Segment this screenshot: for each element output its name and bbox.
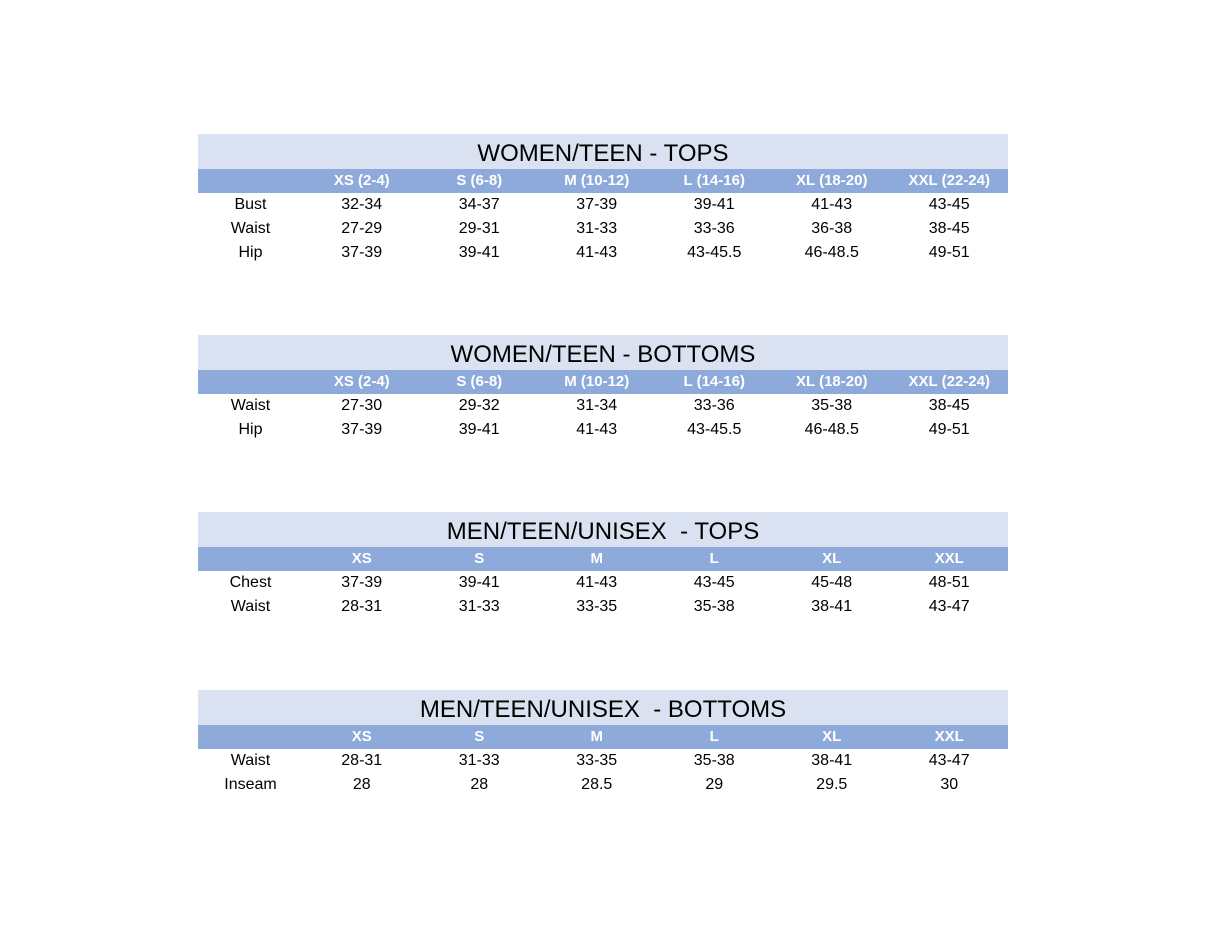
row-label: Chest bbox=[229, 574, 272, 591]
row-label: Inseam bbox=[224, 776, 277, 793]
header-spacer bbox=[198, 725, 303, 749]
header-spacer bbox=[198, 169, 303, 193]
measurement-cell: 31-33 bbox=[576, 220, 618, 237]
size-header: L bbox=[709, 728, 719, 745]
row-label: Waist bbox=[230, 220, 271, 237]
measurement-cell: 49-51 bbox=[928, 421, 970, 438]
measurement-cell: 32-34 bbox=[341, 196, 383, 213]
row-label: Waist bbox=[230, 752, 271, 769]
measurement-cell: 39-41 bbox=[458, 421, 500, 438]
header-spacer bbox=[198, 547, 303, 571]
measurement-cell: 46-48.5 bbox=[804, 244, 859, 261]
measurement-cell: 33-35 bbox=[576, 598, 618, 615]
measurement-cell: 43-45.5 bbox=[687, 421, 742, 438]
size-header: XS bbox=[351, 550, 372, 567]
measurement-cell: 38-45 bbox=[928, 397, 970, 414]
row-label: Bust bbox=[234, 196, 267, 213]
size-header: XS (2-4) bbox=[333, 172, 390, 189]
measurement-cell: 39-41 bbox=[693, 196, 735, 213]
size-header: XS bbox=[351, 728, 372, 745]
size-header: XS (2-4) bbox=[333, 373, 390, 390]
measurement-cell: 43-45 bbox=[693, 574, 735, 591]
size-header: S bbox=[474, 728, 485, 745]
row-label: Waist bbox=[230, 598, 271, 615]
table-row bbox=[198, 394, 1008, 418]
measurement-cell: 34-37 bbox=[458, 196, 500, 213]
size-header: M bbox=[590, 550, 603, 567]
measurement-cell: 28-31 bbox=[341, 598, 383, 615]
table-row bbox=[198, 193, 1008, 217]
size-header-row bbox=[198, 169, 1008, 193]
size-header: L bbox=[709, 550, 719, 567]
size-header: XL bbox=[822, 728, 842, 745]
measurement-cell: 46-48.5 bbox=[804, 421, 859, 438]
table-row bbox=[198, 571, 1008, 595]
measurement-cell: 33-35 bbox=[576, 752, 618, 769]
measurement-cell: 35-38 bbox=[693, 752, 735, 769]
measurement-cell: 41-43 bbox=[576, 421, 618, 438]
measurement-cell: 31-33 bbox=[458, 598, 500, 615]
row-label: Hip bbox=[238, 421, 263, 438]
measurement-cell: 43-45.5 bbox=[687, 244, 742, 261]
table-row bbox=[198, 749, 1008, 773]
measurement-cell: 38-45 bbox=[928, 220, 970, 237]
measurement-cell: 28 bbox=[352, 776, 371, 793]
measurement-cell: 28-31 bbox=[341, 752, 383, 769]
table-row bbox=[198, 418, 1008, 442]
measurement-cell: 31-34 bbox=[576, 397, 618, 414]
measurement-cell: 27-30 bbox=[341, 397, 383, 414]
measurement-cell: 28.5 bbox=[581, 776, 613, 793]
size-header: XXL bbox=[934, 550, 964, 567]
size-header: XXL bbox=[934, 728, 964, 745]
header-spacer bbox=[198, 370, 303, 394]
table-title: MEN/TEEN/UNISEX - TOPS bbox=[198, 512, 1008, 547]
table-title: WOMEN/TEEN - TOPS bbox=[198, 134, 1008, 169]
women-teen-bottoms-table bbox=[198, 335, 1008, 442]
table-row bbox=[198, 773, 1008, 797]
measurement-cell: 45-48 bbox=[811, 574, 853, 591]
row-label: Waist bbox=[230, 397, 271, 414]
measurement-cell: 29-32 bbox=[458, 397, 500, 414]
measurement-cell: 35-38 bbox=[811, 397, 853, 414]
measurement-cell: 49-51 bbox=[928, 244, 970, 261]
measurement-cell: 39-41 bbox=[458, 244, 500, 261]
measurement-cell: 37-39 bbox=[341, 244, 383, 261]
table-title: WOMEN/TEEN - BOTTOMS bbox=[198, 335, 1008, 370]
size-header: S bbox=[474, 550, 485, 567]
table-row bbox=[198, 241, 1008, 265]
size-header: XL bbox=[822, 550, 842, 567]
measurement-cell: 38-41 bbox=[811, 752, 853, 769]
table-title: MEN/TEEN/UNISEX - BOTTOMS bbox=[198, 690, 1008, 725]
measurement-cell: 43-47 bbox=[928, 752, 970, 769]
measurement-cell: 33-36 bbox=[693, 397, 735, 414]
table-row bbox=[198, 595, 1008, 619]
measurement-cell: 37-39 bbox=[341, 574, 383, 591]
size-header: M bbox=[590, 728, 603, 745]
measurement-cell: 30 bbox=[940, 776, 959, 793]
size-header: S (6-8) bbox=[456, 373, 503, 390]
table-row bbox=[198, 217, 1008, 241]
measurement-cell: 37-39 bbox=[341, 421, 383, 438]
measurement-cell: 41-43 bbox=[811, 196, 853, 213]
size-header: M (10-12) bbox=[564, 373, 630, 390]
measurement-cell: 29.5 bbox=[816, 776, 848, 793]
measurement-cell: 31-33 bbox=[458, 752, 500, 769]
measurement-cell: 41-43 bbox=[576, 244, 618, 261]
measurement-cell: 37-39 bbox=[576, 196, 618, 213]
measurement-cell: 29 bbox=[705, 776, 724, 793]
measurement-cell: 38-41 bbox=[811, 598, 853, 615]
size-header-row bbox=[198, 370, 1008, 394]
measurement-cell: 48-51 bbox=[928, 574, 970, 591]
measurement-cell: 36-38 bbox=[811, 220, 853, 237]
measurement-cell: 39-41 bbox=[458, 574, 500, 591]
size-header: XL (18-20) bbox=[796, 373, 868, 390]
size-header: XL (18-20) bbox=[796, 172, 868, 189]
measurement-cell: 28 bbox=[470, 776, 489, 793]
measurement-cell: 29-31 bbox=[458, 220, 500, 237]
men-teen-unisex-bottoms-table bbox=[198, 690, 1008, 797]
measurement-cell: 33-36 bbox=[693, 220, 735, 237]
size-header: M (10-12) bbox=[564, 172, 630, 189]
size-header: XXL (22-24) bbox=[908, 373, 990, 390]
size-header: L (14-16) bbox=[683, 172, 745, 189]
size-header: XXL (22-24) bbox=[908, 172, 990, 189]
measurement-cell: 43-45 bbox=[928, 196, 970, 213]
row-label: Hip bbox=[238, 244, 263, 261]
size-header-row bbox=[198, 725, 1008, 749]
size-header-row bbox=[198, 547, 1008, 571]
men-teen-unisex-tops-table bbox=[198, 512, 1008, 619]
measurement-cell: 27-29 bbox=[341, 220, 383, 237]
size-header: S (6-8) bbox=[456, 172, 503, 189]
measurement-cell: 43-47 bbox=[928, 598, 970, 615]
measurement-cell: 41-43 bbox=[576, 574, 618, 591]
size-header: L (14-16) bbox=[683, 373, 745, 390]
measurement-cell: 35-38 bbox=[693, 598, 735, 615]
women-teen-tops-table bbox=[198, 134, 1008, 265]
